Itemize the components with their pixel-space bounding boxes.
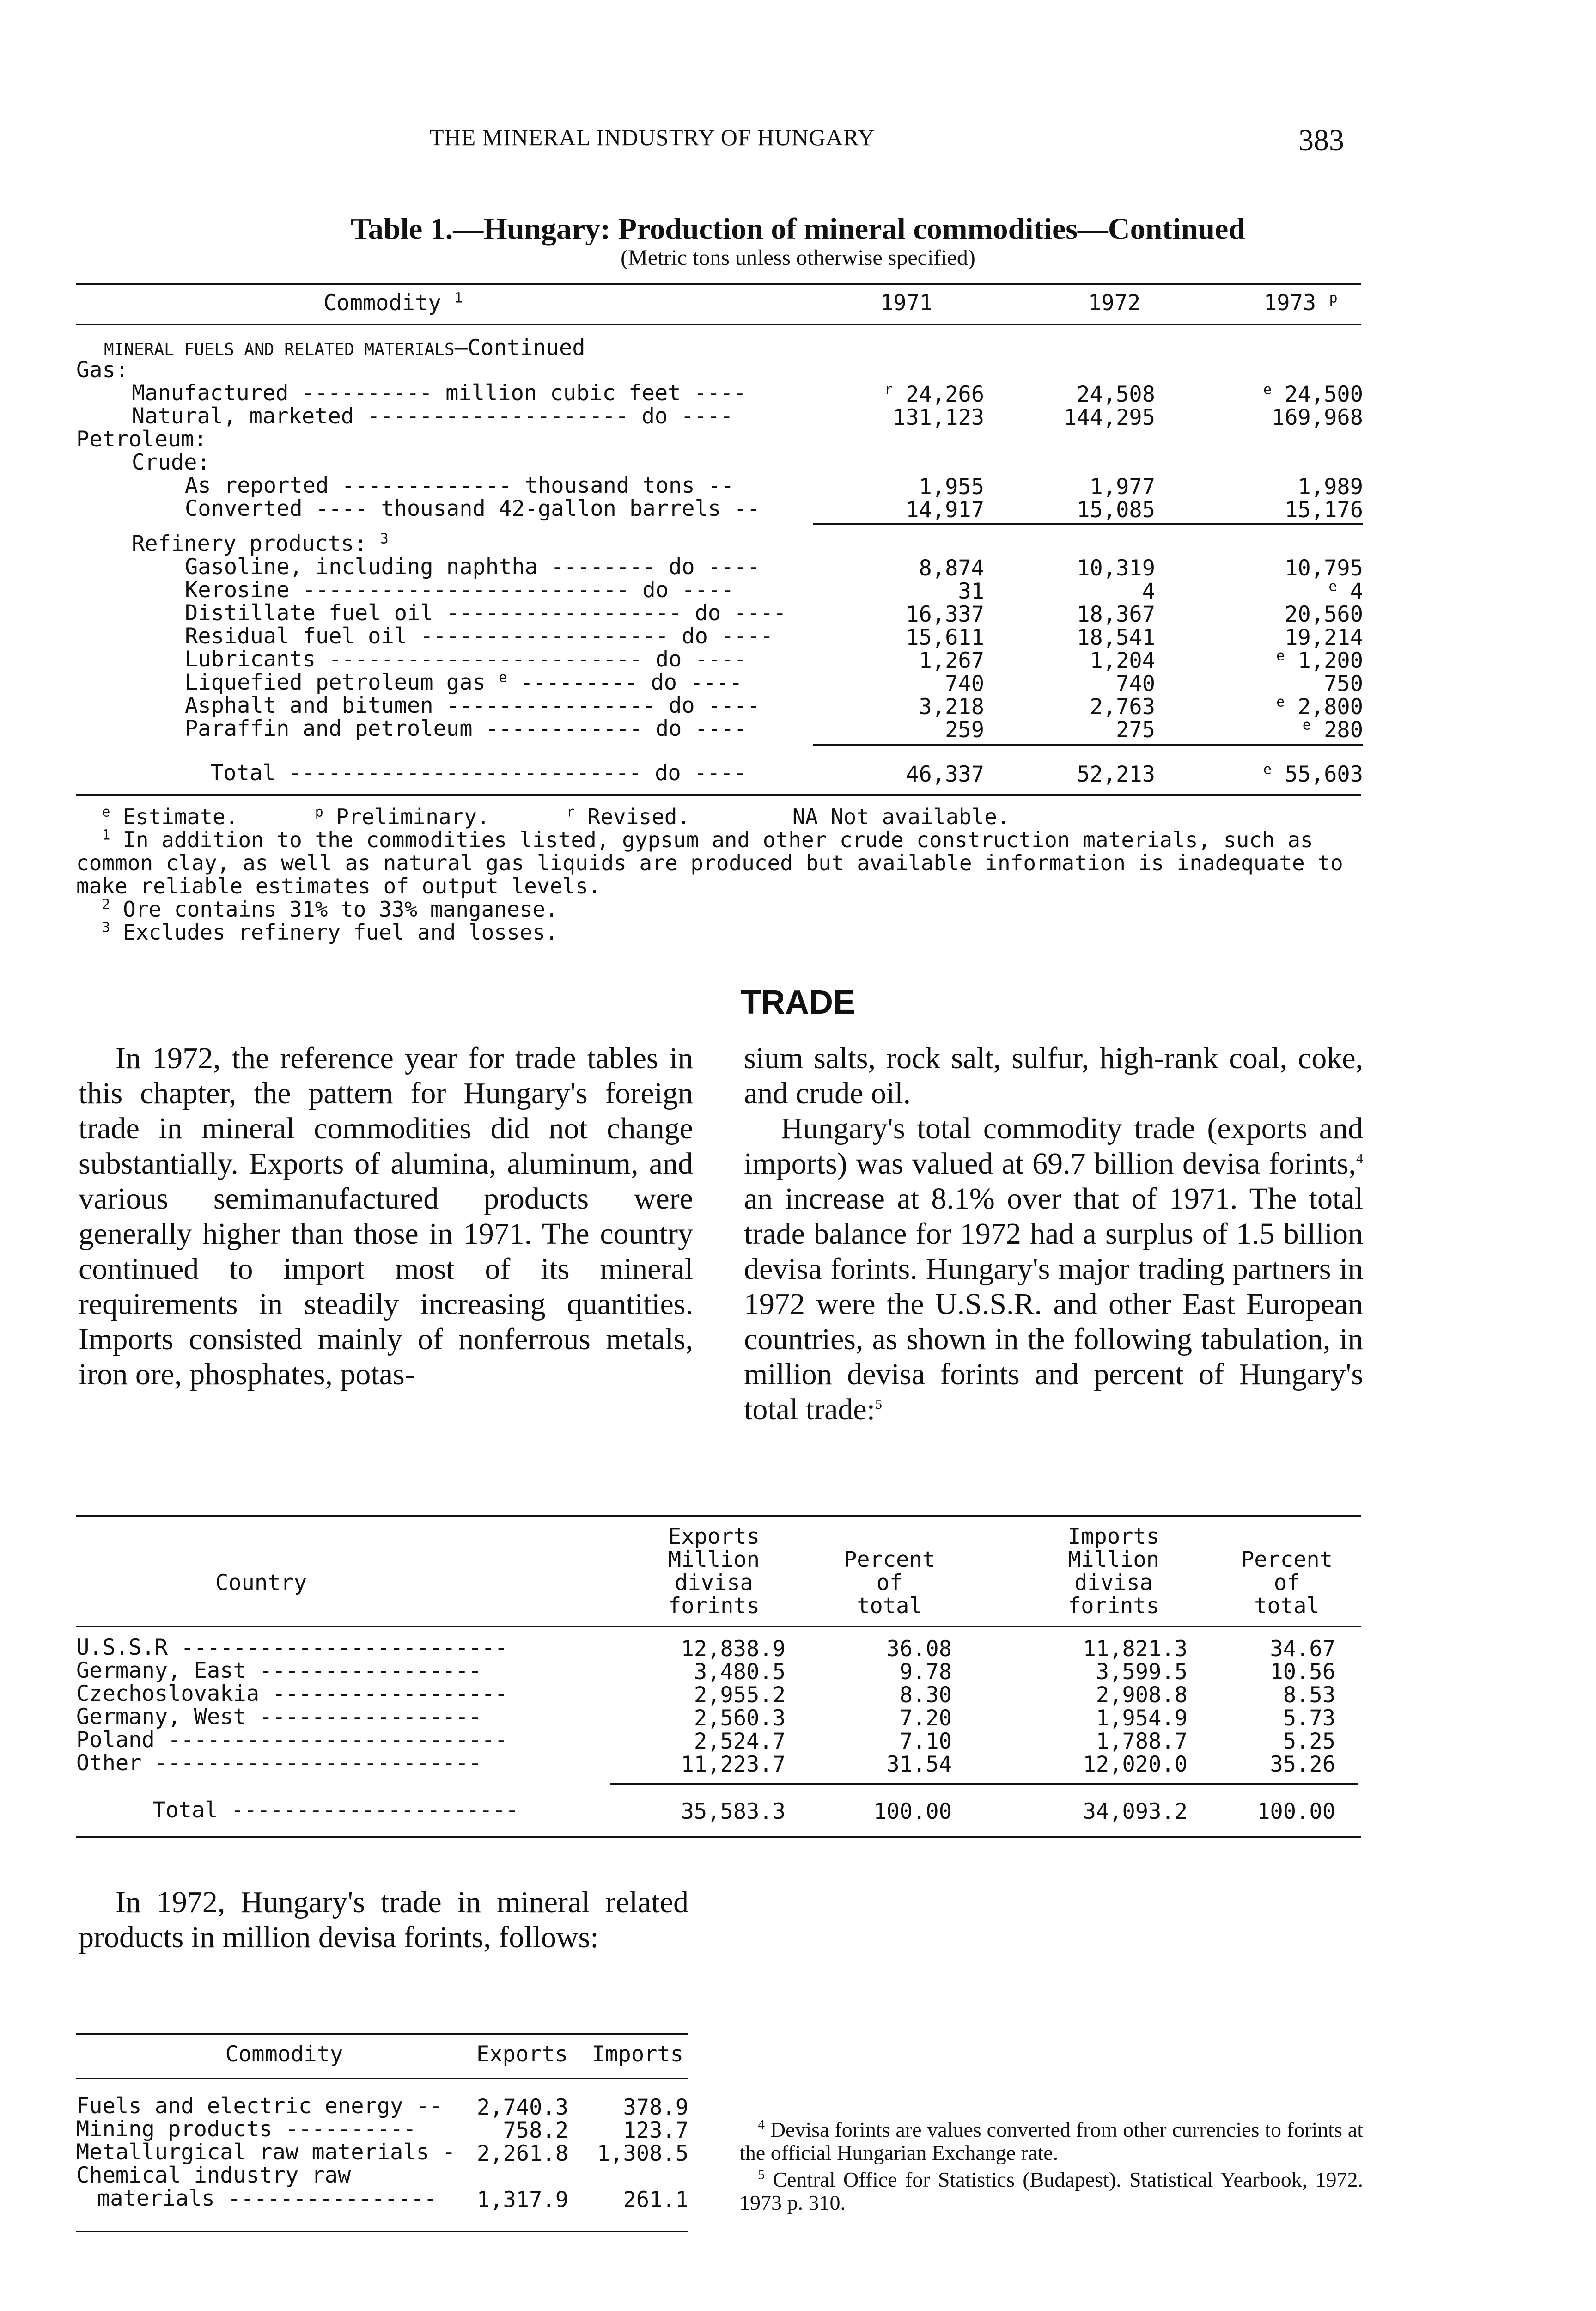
table1-cell: $^e$ 2,800 bbox=[1276, 694, 1363, 720]
trade-paragraph: Hungary's total commodity trade (exports and imports) was valued at 69.7 billion devisa forints,$^4$ an increase at 8.1% over that of 1971. The total trade balance for 1972 had a surplus of 1.5 billion devisa forints. Hungary's major trading partners in 1972 were the U.S.S.R. and other East European countries, as shown in the following tabulation, in million devisa forints and percent of Hungary's total trade:$^5$ bbox=[744, 1112, 1363, 1426]
mineral-cell: 123.7 bbox=[623, 2118, 688, 2143]
page-number: 383 bbox=[1298, 123, 1344, 157]
trade-cell: 7.10 bbox=[899, 1729, 952, 1754]
table1-row-label: Lubricants ------------------------ do ---- bbox=[185, 647, 747, 672]
table1-row-label: Kerosine ------------------------- do ---- bbox=[185, 577, 734, 603]
table1-cell: 24,508 bbox=[1077, 382, 1155, 407]
trade-col-country: Country bbox=[215, 1570, 307, 1596]
table1-cell: 31 bbox=[958, 579, 984, 604]
table1-row-label: Gasoline, including naphtha -------- do ---- bbox=[185, 554, 761, 580]
trade-col-imports: Imports Million divisa forints bbox=[1067, 1524, 1160, 1619]
mineral-row-commodity: Mining products ---------- bbox=[76, 2116, 416, 2142]
trade-cell: 12,838.9 bbox=[681, 1636, 786, 1662]
trade-col-exports: Exports Million divisa forints bbox=[668, 1524, 760, 1619]
footnote-ref: 5 bbox=[875, 1397, 883, 1412]
trade-col-exports-percent: Percent of total bbox=[843, 1547, 936, 1619]
table1-row-label: Converted ---- thousand 42-gallon barrels -- bbox=[185, 496, 761, 521]
table1-cell: 1,955 bbox=[919, 474, 984, 500]
table1-cell: 8,874 bbox=[919, 556, 984, 581]
trade-cell: 11,223.7 bbox=[681, 1752, 786, 1777]
trade-total-cell: 100.00 bbox=[873, 1799, 952, 1824]
trade-row-country: Other ------------------------- bbox=[76, 1750, 482, 1776]
table1-total-cell: 46,337 bbox=[906, 762, 984, 787]
table1-subtitle: (Metric tons unless otherwise specified) bbox=[621, 245, 975, 270]
trade-heading: TRADE bbox=[741, 984, 855, 1021]
trade-cell: 5.25 bbox=[1283, 1729, 1335, 1754]
mineral-cell: 1,308.5 bbox=[597, 2141, 688, 2166]
table1-cell: 10,319 bbox=[1077, 556, 1155, 581]
table1-footnote: $^1$ In addition to the commodities listed, gypsum and other crude construction materials, such as bbox=[102, 827, 1313, 852]
table1-cell: 1,267 bbox=[919, 648, 984, 673]
trade-cell: 10.56 bbox=[1270, 1659, 1335, 1685]
table1-cell: 4 bbox=[1142, 579, 1155, 604]
trade-cell: 35.26 bbox=[1270, 1752, 1335, 1777]
table1-footnote: common clay, as well as natural gas liquids are produced but available information is inadequate to bbox=[76, 850, 1343, 875]
table1-cell: 19,214 bbox=[1285, 625, 1363, 650]
trade-cell: 3,480.5 bbox=[694, 1659, 786, 1685]
table1-row-label: Residual fuel oil ------------------- do ---- bbox=[185, 624, 774, 649]
trade-row-country: Czechoslovakia ------------------ bbox=[76, 1681, 508, 1706]
mineral-table-bottom-rule bbox=[76, 2231, 688, 2232]
mineral-cell: 758.2 bbox=[503, 2118, 568, 2143]
table1-cell: 259 bbox=[945, 717, 984, 743]
table1-cell: 1,989 bbox=[1298, 474, 1363, 500]
table1-row-label: Manufactured ---------- million cubic feet ---- bbox=[132, 380, 746, 406]
trade-cell: 12,020.0 bbox=[1083, 1752, 1188, 1777]
trade-cell: 34.67 bbox=[1270, 1636, 1335, 1662]
trade-cell: 7.20 bbox=[899, 1706, 952, 1731]
trade-row-country: Germany, West ----------------- bbox=[76, 1704, 482, 1730]
trade-cell: 11,821.3 bbox=[1083, 1636, 1188, 1662]
trade-right-column bbox=[744, 1041, 1363, 1427]
table1-col-1973: 1973 $^p$ bbox=[1264, 290, 1338, 316]
trade-cell: 8.30 bbox=[899, 1682, 952, 1708]
mineral-row-commodity: materials ---------------- bbox=[97, 2186, 437, 2211]
table1-col-1971: 1971 bbox=[880, 290, 933, 316]
mineral-cell: 2,261.8 bbox=[476, 2141, 568, 2166]
trade-cell: 1,954.9 bbox=[1096, 1706, 1188, 1731]
table1-cell: 18,367 bbox=[1077, 602, 1155, 627]
table1-cell: $^e$ 280 bbox=[1302, 717, 1363, 743]
table1-row-label: Paraffin and petroleum ------------ do ---- bbox=[185, 716, 747, 741]
table1-total-cell: 52,213 bbox=[1077, 762, 1155, 787]
table1-row-label: Distillate fuel oil ------------------ do ---- bbox=[185, 600, 786, 626]
trade-cell: 8.53 bbox=[1283, 1682, 1335, 1708]
table1-refinery-label: Refinery products: $^3$ bbox=[132, 531, 389, 556]
table1-gas-label: Gas: bbox=[76, 357, 129, 383]
table1-cell: 275 bbox=[1116, 717, 1155, 743]
trade-cell: 36.08 bbox=[886, 1636, 952, 1662]
page-footnote: $^5$ Central Office for Statistics (Budapest). Statistical Yearbook, 1972. 1973 p. 310. bbox=[739, 2167, 1364, 2214]
table1-row-label: As reported ------------- thousand tons -- bbox=[185, 473, 734, 498]
trade-total-cell: 34,093.2 bbox=[1083, 1799, 1188, 1824]
table1-cell: 2,763 bbox=[1090, 694, 1155, 720]
table1-cell: 10,795 bbox=[1285, 556, 1363, 581]
table1-legend: $^e$ Estimate. $^p$ Preliminary. $^r$ Revised. NA Not available. bbox=[102, 804, 1010, 829]
table1-col-commodity: Commodity $^1$ bbox=[323, 290, 463, 316]
table1-cell: 169,968 bbox=[1271, 405, 1363, 430]
table1-cell: 15,611 bbox=[906, 625, 984, 650]
mineral-cell: 1,317.9 bbox=[476, 2187, 568, 2213]
table1-total-label: Total --------------------------- do ---- bbox=[210, 760, 747, 786]
table1-cell: 14,917 bbox=[906, 497, 984, 523]
trade-left-column bbox=[79, 1041, 693, 1392]
trade-cell: 3,599.5 bbox=[1096, 1659, 1188, 1685]
table1-cell: 1,977 bbox=[1090, 474, 1155, 500]
mineral-cell: 378.9 bbox=[623, 2095, 688, 2120]
table1-footnote: $^3$ Excludes refinery fuel and losses. bbox=[102, 919, 558, 945]
mineral-trade-intro-block bbox=[79, 1885, 688, 1955]
table1-section-label: MINERAL FUELS AND RELATED MATERIALS—Continued bbox=[104, 335, 585, 361]
mineral-trade-intro: In 1972, Hungary's trade in mineral related products in million devisa forints, follows: bbox=[79, 1885, 688, 1954]
trade-table-header-rule bbox=[76, 1626, 1361, 1627]
table1-cell: 144,295 bbox=[1063, 405, 1155, 430]
table1-crude-label: Crude: bbox=[132, 450, 210, 475]
footnote-ref: 4 bbox=[1356, 1151, 1363, 1166]
table1-row-label: Liquefied petroleum gas $^e$ --------- do ---- bbox=[185, 669, 743, 695]
table1-top-rule bbox=[76, 283, 1361, 285]
mineral-table-header-rule bbox=[76, 2078, 688, 2079]
mineral-row-commodity: Fuels and electric energy -- bbox=[76, 2093, 443, 2119]
table1-cell: 16,337 bbox=[906, 602, 984, 627]
table1-footnote: make reliable estimates of output levels. bbox=[76, 874, 601, 899]
table1-cell: $^e$ 4 bbox=[1328, 578, 1363, 604]
trade-total-cell: 100.00 bbox=[1257, 1799, 1335, 1824]
table1-cell: $^e$ 1,200 bbox=[1276, 648, 1363, 673]
mineral-cell: 2,740.3 bbox=[476, 2095, 568, 2120]
table1-cell: 15,085 bbox=[1077, 497, 1155, 523]
mineral-col-imports: Imports bbox=[591, 2042, 684, 2067]
table1-cell: 20,560 bbox=[1285, 602, 1363, 627]
trade-cell: 2,908.8 bbox=[1096, 1682, 1188, 1708]
mineral-col-commodity: Commodity bbox=[225, 2042, 343, 2067]
table1-footnotes bbox=[76, 805, 1370, 944]
table1-footnote: $^2$ Ore contains 31% to 33% manganese. bbox=[102, 896, 558, 922]
table1-petroleum-label: Petroleum: bbox=[76, 427, 207, 452]
table1-bottom-rule bbox=[76, 794, 1361, 796]
trade-cell: 5.73 bbox=[1283, 1706, 1335, 1731]
trade-cell: 31.54 bbox=[886, 1752, 952, 1777]
table1-subtotal-rule bbox=[813, 523, 1363, 525]
table1-row-label: Asphalt and bitumen ---------------- do ---- bbox=[185, 693, 761, 718]
trade-paragraph: sium salts, rock salt, sulfur, high-rank coal, coke, and crude oil. bbox=[744, 1041, 1363, 1110]
trade-table-bottom-rule bbox=[76, 1836, 1361, 1838]
table1-cell: 740 bbox=[1116, 671, 1155, 697]
table1-cell: 3,218 bbox=[919, 694, 984, 720]
table1-cell: 18,541 bbox=[1077, 625, 1155, 650]
trade-cell: 2,560.3 bbox=[694, 1706, 786, 1731]
table1-header-rule bbox=[76, 324, 1361, 325]
table1-total-rule bbox=[813, 744, 1363, 746]
trade-total-rule bbox=[610, 1783, 1358, 1785]
trade-paragraph: In 1972, the reference year for trade tables in this chapter, the pattern for Hungary's foreign trade in mineral commodities did not change substantially. Exports of alumina, aluminum, and various semimanufactured products were generally higher than those in 1971. The country continued to import most of its mineral requirements in steadily increasing quantities. Imports consisted mainly of nonferrous metals, iron ore, phosphates, potas- bbox=[79, 1041, 693, 1391]
table1-cell: 1,204 bbox=[1090, 648, 1155, 673]
table1-cell: 750 bbox=[1324, 671, 1363, 697]
page-footnotes bbox=[739, 2118, 1363, 2218]
trade-row-country: Poland -------------------------- bbox=[76, 1727, 508, 1753]
trade-row-country: Germany, East ----------------- bbox=[76, 1658, 482, 1683]
trade-table-top-rule bbox=[76, 1515, 1361, 1517]
table1-title: Table 1.—Hungary: Production of mineral commodities—Continued bbox=[350, 212, 1246, 246]
table1-cell: 15,176 bbox=[1285, 497, 1363, 523]
mineral-col-exports: Exports bbox=[476, 2042, 568, 2067]
page-footnote: $^4$ Devisa forints are values converted from other currencies to forints at the official Hungarian Exchange rate. bbox=[739, 2117, 1364, 2164]
trade-total-label: Total ---------------------- bbox=[152, 1797, 519, 1823]
trade-row-country: U.S.S.R ------------------------- bbox=[76, 1635, 508, 1660]
table1-total-cell: $^e$ 55,603 bbox=[1263, 761, 1363, 787]
table1-row-label: Natural, marketed -------------------- do ---- bbox=[132, 404, 733, 429]
table1-cell: 131,123 bbox=[892, 405, 984, 430]
mineral-row-commodity: Chemical industry raw bbox=[76, 2163, 351, 2188]
trade-col-imports-percent: Percent of total bbox=[1241, 1547, 1333, 1619]
table1-cell: $^e$ 24,500 bbox=[1263, 381, 1363, 407]
trade-cell: 2,955.2 bbox=[694, 1682, 786, 1708]
mineral-table-top-rule bbox=[76, 2033, 688, 2035]
trade-cell: 2,524.7 bbox=[694, 1729, 786, 1754]
mineral-row-commodity: Metallurgical raw materials - bbox=[76, 2140, 456, 2165]
running-title: THE MINERAL INDUSTRY OF HUNGARY bbox=[430, 124, 875, 150]
table1-col-1972: 1972 bbox=[1088, 290, 1141, 316]
trade-cell: 9.78 bbox=[899, 1659, 952, 1685]
mineral-cell: 261.1 bbox=[623, 2187, 688, 2213]
trade-total-cell: 35,583.3 bbox=[681, 1799, 786, 1824]
table1-cell: $^r$ 24,266 bbox=[884, 381, 984, 407]
table1-cell: 740 bbox=[945, 671, 984, 697]
trade-cell: 1,788.7 bbox=[1096, 1729, 1188, 1754]
